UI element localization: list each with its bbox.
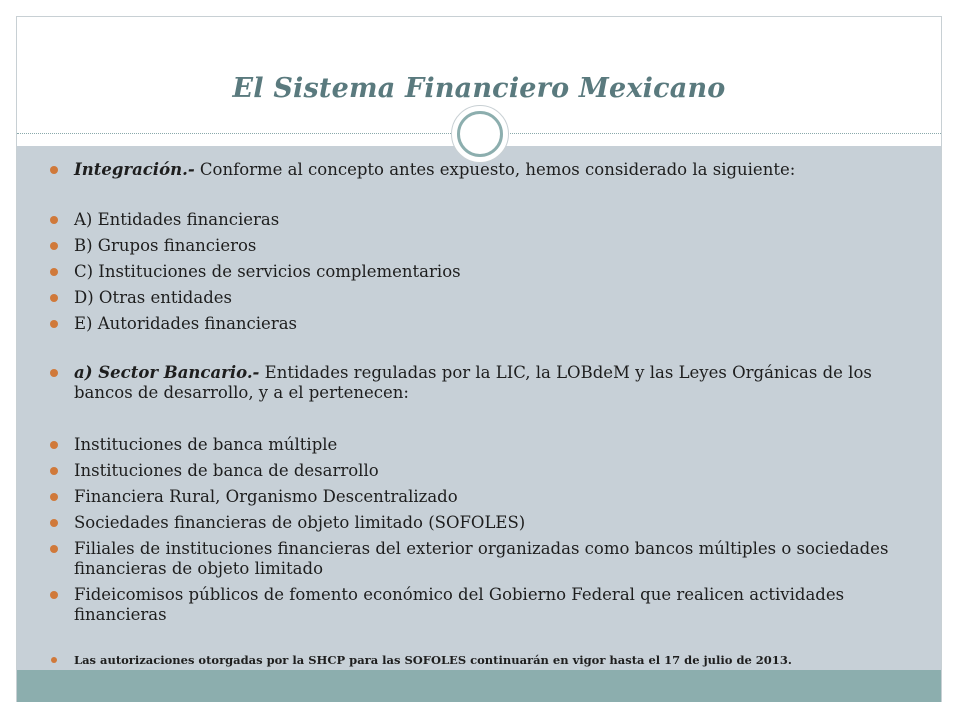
bullet-note: Las autorizaciones otorgadas por la SHCP para las SOFOLES continuarán en vigor hasta el 17 de julio de 2013.: [74, 652, 914, 668]
footer-band: [17, 670, 941, 702]
bullet-member-1: Instituciones de banca múltiple: [74, 435, 914, 455]
bullet-category-b: B) Grupos financieros: [74, 236, 914, 256]
bullet-category-c: C) Instituciones de servicios complementarios: [74, 262, 914, 282]
integracion-text: Conforme al concepto antes expuesto, hemos considerado la siguiente:: [194, 160, 796, 179]
bullet-sector-bancario: [74, 363, 914, 403]
bullet-member-3: Financiera Rural, Organismo Descentralizado: [74, 487, 914, 507]
bullet-member-2: Instituciones de banca de desarrollo: [74, 461, 914, 481]
bullet-member-6: Fideicomisos públicos de fomento económico del Gobierno Federal que realicen actividades financieras: [74, 585, 914, 625]
slide-title: El Sistema Financiero Mexicano: [232, 73, 726, 104]
sector-text: Entidades reguladas por la LIC, la LOBdeM y las Leyes Orgánicas de los bancos de desarrollo, y a el pertenecen:: [74, 363, 872, 402]
bullet-category-e: E) Autoridades financieras: [74, 314, 914, 334]
bullet-member-4: Sociedades financieras de objeto limitado (SOFOLES): [74, 513, 914, 533]
bullet-integracion: [74, 160, 914, 180]
ring-inner-icon: [457, 111, 503, 157]
sector-lead: a) Sector Bancario.-: [74, 363, 260, 382]
bullet-member-5: Filiales de instituciones financieras del exterior organizadas como bancos múltiples o sociedades financieras de objeto limitado: [74, 539, 914, 579]
ring-ornament-icon: [451, 105, 509, 163]
bullet-category-a: A) Entidades financieras: [74, 210, 914, 230]
integracion-lead: Integración.-: [74, 160, 195, 179]
bullet-category-d: D) Otras entidades: [74, 288, 914, 308]
